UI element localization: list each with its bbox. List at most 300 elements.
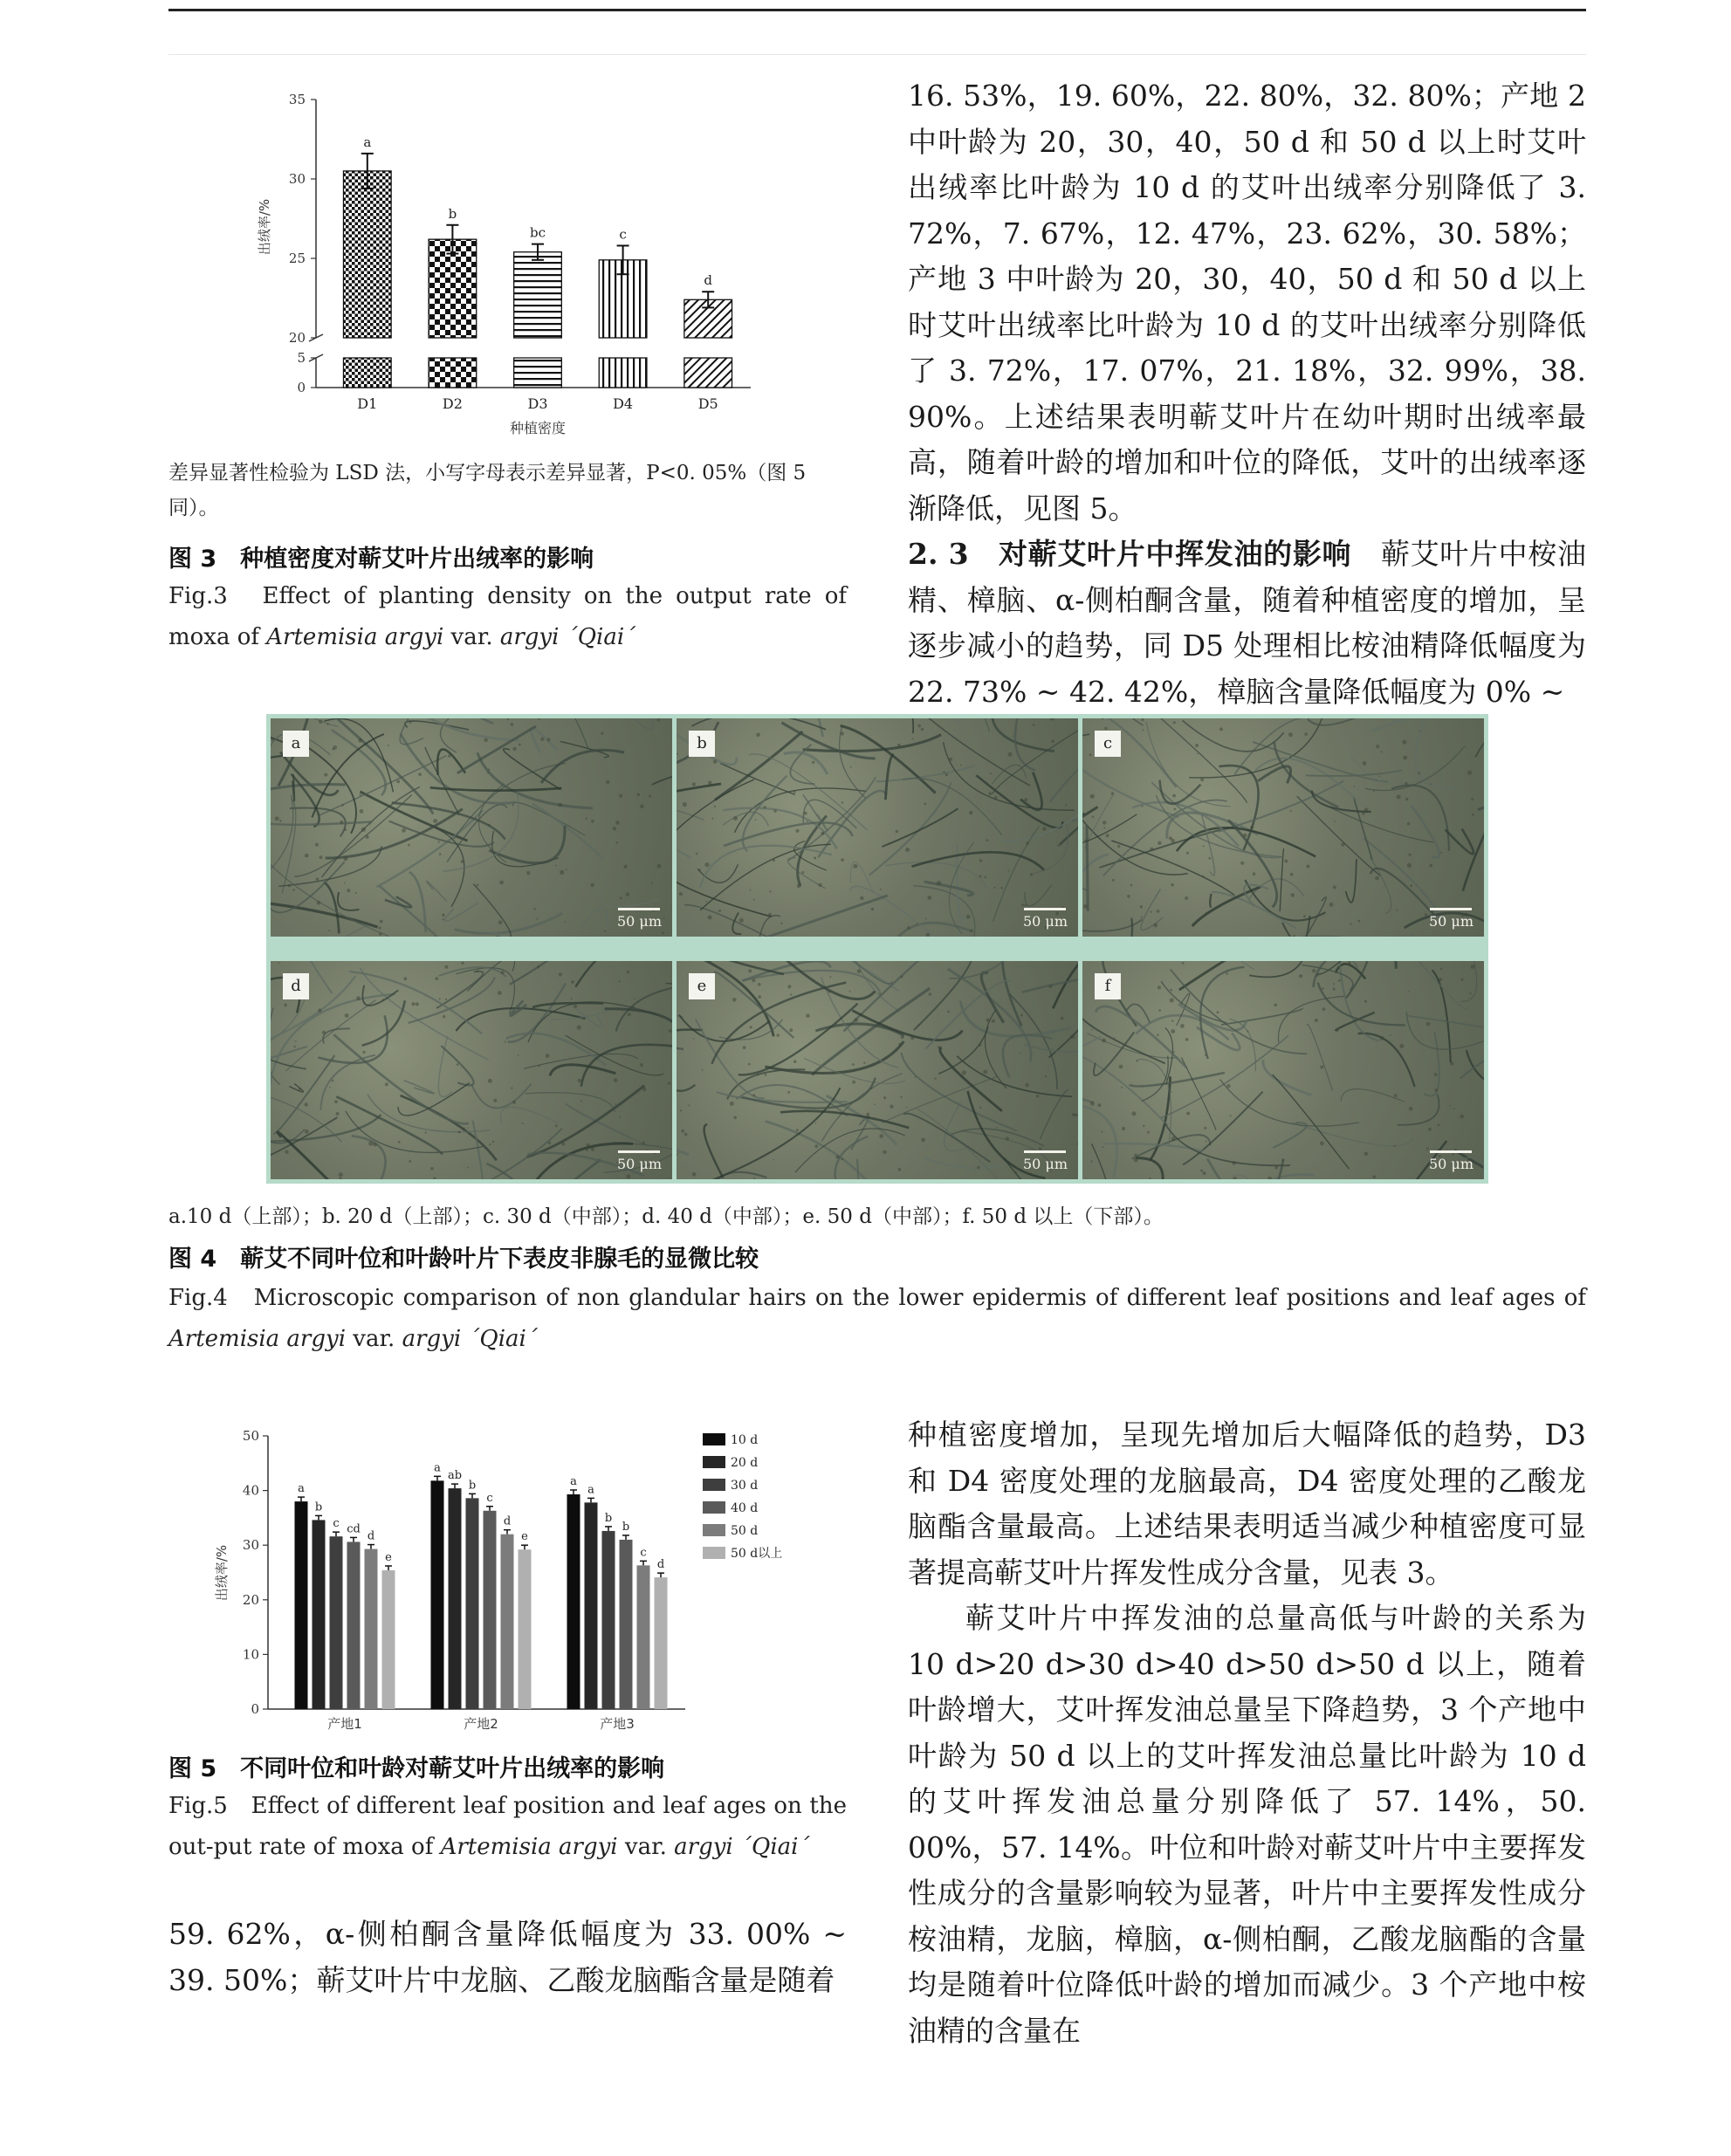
speckle [1157, 841, 1161, 845]
fig5-legend-swatch [703, 1524, 725, 1536]
speckle [458, 1130, 461, 1133]
speckle [1173, 721, 1176, 724]
speckle [705, 901, 707, 903]
scale-bar [1430, 1150, 1472, 1153]
speckle [1335, 1030, 1336, 1032]
speckle [898, 1168, 902, 1171]
micrograph-image [1082, 718, 1484, 937]
speckle [1045, 1075, 1047, 1077]
speckle [796, 1129, 799, 1131]
speckle [1147, 1131, 1150, 1134]
fig5-caption-en-mid: var. [617, 1834, 675, 1860]
speckle [356, 996, 361, 1000]
speckle [841, 731, 844, 735]
fig4-panel [1082, 718, 1484, 937]
speckle [1284, 859, 1288, 862]
speckle [1333, 885, 1336, 889]
fig5-significance-letter: cd [347, 1522, 361, 1536]
speckle [883, 1096, 886, 1099]
speckle [488, 1079, 492, 1083]
speckle [1364, 1000, 1367, 1003]
speckle [1226, 972, 1228, 975]
fig3-significance-letter: bc [529, 224, 546, 241]
fig5-y-tick-label: 50 [242, 1428, 259, 1444]
speckle [841, 801, 844, 804]
scale-bar [1024, 908, 1066, 910]
speckle [1290, 893, 1295, 897]
fig3-y-tick-label: 5 [297, 350, 306, 366]
speckle [924, 803, 926, 806]
speckle [1042, 827, 1046, 830]
speckle [681, 1129, 684, 1133]
speckle [752, 978, 755, 982]
hair-fiber [490, 826, 566, 863]
hair-fiber [1243, 936, 1342, 937]
speckle [1315, 1019, 1318, 1022]
fig3-y-tick-label: 30 [288, 171, 306, 187]
speckle [1104, 727, 1107, 730]
speckle [571, 999, 573, 1000]
scale-label: 50 μm [1022, 1156, 1068, 1172]
right-column-bottom [908, 1412, 1586, 2054]
speckle [539, 718, 540, 720]
speckle [305, 854, 309, 858]
fig5-significance-letter: ab [447, 1469, 463, 1483]
speckle [360, 793, 361, 795]
speckle [1202, 875, 1204, 877]
speckle [379, 927, 381, 930]
speckle [1070, 1034, 1075, 1039]
speckle [677, 753, 678, 755]
panel-label: a [283, 731, 309, 757]
hair-fiber [1354, 797, 1372, 860]
speckle [620, 896, 622, 899]
hair-fiber [389, 821, 494, 847]
speckle [684, 1133, 688, 1136]
speckle [1114, 1037, 1116, 1039]
speckle [756, 733, 760, 738]
scale-bar [618, 1150, 660, 1153]
scale-bar [1430, 908, 1472, 910]
speckle [1440, 852, 1442, 854]
hair-fiber [289, 1084, 303, 1093]
speckle [708, 916, 712, 920]
speckle [1405, 782, 1407, 785]
hair-fiber [455, 913, 563, 933]
speckle [764, 806, 766, 808]
hair-fiber [957, 1056, 1072, 1097]
hair-fiber [605, 1009, 673, 1041]
speckle [962, 1071, 966, 1075]
speckle [1130, 884, 1133, 887]
speckle [1153, 924, 1157, 928]
speckle [285, 1150, 288, 1154]
speckle [758, 983, 761, 986]
speckle [398, 1141, 401, 1143]
speckle [1405, 798, 1408, 800]
speckle [379, 932, 381, 935]
speckle [669, 1029, 672, 1033]
fig4-panel [677, 718, 1078, 937]
speckle [435, 977, 438, 980]
speckle [657, 864, 662, 869]
speckle [1180, 1024, 1185, 1028]
fig3-y-tick-label: 35 [288, 92, 306, 107]
speckle [1101, 1131, 1102, 1133]
hair-fiber [525, 1093, 615, 1112]
speckle [857, 969, 862, 973]
speckle [385, 1082, 388, 1086]
speckle [442, 914, 445, 917]
speckle [1230, 1115, 1232, 1116]
speckle [1364, 1152, 1369, 1157]
speckle [317, 901, 321, 905]
hair-fiber [324, 882, 339, 934]
speckle [852, 1063, 855, 1066]
hair-fiber [849, 718, 913, 733]
fig5-legend-label: 50 d [731, 1524, 759, 1538]
hair-fiber [360, 968, 488, 1061]
speckle [1403, 756, 1407, 760]
speckle [416, 1002, 419, 1006]
hair-fiber [1087, 826, 1088, 911]
speckle [1065, 804, 1067, 806]
speckle [1001, 887, 1004, 889]
speckle [640, 1063, 643, 1067]
hair-fiber [914, 961, 973, 1030]
speckle [1205, 1054, 1206, 1056]
speckle [1312, 969, 1315, 972]
speckle [986, 839, 989, 841]
speckle [879, 992, 881, 994]
speckle [1274, 1166, 1278, 1170]
hair-fiber [993, 718, 1054, 752]
speckle [1373, 791, 1375, 793]
speckle [318, 1008, 321, 1012]
hair-fiber [1302, 965, 1353, 991]
speckle [498, 991, 502, 995]
fig5-significance-letter: e [521, 1530, 528, 1544]
fig5-bar [431, 1480, 444, 1709]
hair-fiber [1416, 718, 1457, 788]
speckle [614, 1078, 618, 1082]
speckle [1440, 968, 1442, 970]
speckle [1409, 854, 1412, 856]
speckle [1049, 985, 1053, 988]
speckle [979, 1044, 981, 1047]
speckle [960, 765, 962, 766]
speckle [943, 771, 944, 772]
fig5-significance-letter: b [622, 1520, 630, 1534]
speckle [776, 1033, 780, 1037]
hair-fiber [902, 1053, 1017, 1130]
fig3-bar-lower [343, 358, 391, 388]
hair-fiber [1370, 857, 1391, 914]
speckle [499, 881, 504, 885]
speckle [409, 721, 412, 724]
speckle [1282, 1158, 1285, 1161]
speckle [488, 824, 491, 827]
speckle [1091, 1160, 1093, 1162]
speckle [853, 864, 857, 869]
speckle [565, 921, 567, 923]
speckle [748, 1063, 751, 1066]
fig5-bar [620, 1540, 633, 1709]
fig5-significance-letter: d [367, 1529, 375, 1543]
fig3-x-tick-label: D4 [613, 395, 634, 412]
fig4-panel [271, 718, 672, 937]
speckle [854, 1018, 858, 1022]
fig5-bar [330, 1536, 343, 1709]
speckle [560, 870, 564, 875]
fig3-bar-lower [684, 358, 732, 388]
speckle [890, 1105, 893, 1109]
speckle [613, 827, 616, 830]
scale-label: 50 μm [616, 913, 662, 930]
hair-fiber [615, 1174, 656, 1179]
hair-fiber [430, 787, 562, 790]
speckle [1203, 845, 1205, 847]
speckle [1320, 1066, 1323, 1069]
hair-fiber [473, 884, 511, 937]
speckle [945, 773, 948, 776]
speckle [1206, 912, 1208, 915]
speckle [462, 1128, 465, 1131]
speckle [498, 921, 503, 925]
speckle [369, 823, 371, 825]
scale-label: 50 μm [616, 1156, 662, 1172]
speckle [1450, 1105, 1452, 1107]
speckle [927, 896, 931, 900]
speckle [1136, 1060, 1138, 1062]
fig5-bar [313, 1520, 326, 1709]
speckle [748, 969, 752, 972]
speckle [1119, 1065, 1123, 1069]
speckle [324, 773, 327, 777]
fig3-y-tick-label: 20 [288, 330, 306, 346]
speckle [1151, 848, 1154, 851]
hair-fiber [812, 988, 930, 1075]
speckle [1407, 863, 1412, 868]
speckle [918, 1024, 920, 1026]
fig5-y-tick-label: 40 [242, 1482, 259, 1499]
speckle [340, 821, 343, 824]
speckle [358, 738, 362, 743]
fig3-y-tick-label: 25 [288, 251, 306, 266]
speckle [305, 1129, 309, 1134]
speckle [988, 792, 992, 795]
fig3-bar [343, 171, 391, 338]
speckle [1394, 1094, 1398, 1097]
hair-fiber [1082, 1049, 1168, 1126]
hair-fiber [1179, 961, 1294, 990]
hair-fiber [869, 782, 951, 875]
speckle [591, 820, 594, 823]
hair-fiber [666, 982, 673, 985]
speckle [797, 884, 801, 889]
hair-fiber [294, 795, 412, 877]
speckle [1157, 910, 1160, 913]
fig5-significance-letter: b [314, 1500, 323, 1514]
fig5-caption-en-var: argyi ´Qiai´ [674, 1834, 810, 1860]
speckle [489, 1143, 491, 1145]
speckle [757, 1074, 759, 1075]
fig3-caption-en-species: Artemisia argyi [266, 624, 444, 650]
hair-fiber [803, 735, 941, 752]
speckle [1461, 978, 1464, 981]
fig3-bar-lower [599, 358, 647, 388]
fig3-note: 差异显著性检验为 LSD 法，小写字母表示差异显著，P<0. 05%（图 5 同）。 [168, 462, 807, 519]
speckle [1092, 816, 1095, 819]
speckle [1304, 732, 1308, 736]
fig5-bar [655, 1577, 668, 1709]
speckle [555, 1124, 558, 1127]
speckle [501, 971, 505, 974]
hair-fiber [333, 1034, 469, 1123]
speckle [1439, 978, 1442, 981]
hair-fiber [601, 718, 653, 730]
speckle [640, 805, 644, 809]
hair-fiber [274, 1055, 335, 1134]
speckle [1290, 873, 1294, 876]
speckle [649, 795, 651, 798]
speckle [1409, 1107, 1413, 1111]
speckle [574, 1005, 577, 1008]
hair-fiber [1210, 894, 1211, 908]
fig4-caption-en [168, 1278, 1586, 1360]
speckle [1103, 827, 1105, 828]
speckle [1472, 814, 1474, 816]
speckle [1333, 988, 1336, 991]
fig3-y-axis-label: 出绒率/% [257, 198, 272, 256]
hair-fiber [501, 1107, 559, 1123]
speckle [586, 818, 587, 820]
speckle [279, 820, 282, 822]
speckle [408, 844, 410, 847]
speckle [787, 985, 791, 988]
scale-bar [618, 908, 660, 910]
speckle [1290, 810, 1292, 812]
speckle [773, 810, 776, 813]
speckle [1247, 1031, 1249, 1033]
speckle [1379, 776, 1381, 778]
speckle [879, 1134, 883, 1138]
fig5-x-tick-label: 产地1 [327, 1716, 362, 1732]
speckle [619, 980, 621, 982]
speckle [905, 848, 910, 852]
speckle [1267, 1177, 1272, 1179]
speckle [1142, 729, 1144, 731]
fig5-bar [466, 1498, 479, 1709]
speckle [1435, 1088, 1439, 1092]
speckle [835, 1023, 837, 1025]
hair-fiber [1467, 1050, 1484, 1088]
speckle [1171, 1020, 1173, 1022]
speckle [1303, 915, 1306, 917]
speckle [558, 803, 562, 807]
speckle [1403, 740, 1407, 745]
hair-fiber [677, 1030, 703, 1118]
speckle [1143, 1125, 1144, 1127]
speckle [901, 1035, 904, 1039]
speckle [1102, 1146, 1103, 1148]
speckle [804, 812, 807, 815]
speckle [1471, 798, 1473, 800]
speckle [347, 889, 350, 892]
fig5-significance-letter: e [385, 1550, 392, 1564]
speckle [1240, 862, 1244, 865]
speckle [1149, 1178, 1151, 1179]
speckle [896, 830, 899, 834]
fig5-significance-letter: c [640, 1546, 647, 1560]
fig5-bar [347, 1541, 361, 1709]
speckle [821, 832, 825, 835]
speckle [1021, 903, 1024, 906]
hair-fiber [691, 718, 826, 730]
speckle [985, 876, 987, 879]
hair-fiber [840, 726, 866, 799]
speckle [512, 1101, 516, 1104]
speckle [1425, 913, 1427, 916]
speckle [841, 1158, 844, 1161]
paragraph-volatile-decrease: 59. 62%，α-侧柏酮含量降低幅度为 33. 00% ~ 39. 50%；蕲艾叶片中龙脑、乙酸龙脑酯含量是随着 [168, 1917, 847, 1997]
speckle [765, 1074, 767, 1076]
speckle [1307, 865, 1310, 869]
hair-fiber [271, 900, 378, 927]
speckle [937, 881, 941, 885]
speckle [344, 882, 346, 884]
hair-fiber [566, 1035, 663, 1075]
speckle [518, 1054, 519, 1056]
fig5-caption-en [168, 1786, 847, 1868]
fig3-caption-en-mid: var. [443, 624, 500, 650]
speckle [642, 1142, 645, 1144]
speckle [1399, 1044, 1404, 1048]
speckle [969, 811, 972, 814]
speckle [773, 1159, 774, 1161]
speckle [733, 1116, 737, 1120]
speckle [1024, 798, 1027, 801]
speckle [316, 877, 319, 880]
speckle [753, 899, 755, 901]
speckle [1141, 718, 1144, 721]
speckle [801, 871, 804, 874]
speckle [373, 1143, 376, 1146]
fig3-bar [514, 252, 562, 338]
fig3-bar-lower [429, 358, 477, 388]
speckle [915, 1076, 917, 1078]
speckle [1322, 987, 1324, 990]
speckle [292, 889, 295, 891]
speckle [284, 1004, 287, 1007]
hair-fiber [835, 1136, 869, 1179]
speckle [295, 1040, 297, 1042]
hair-fiber [409, 977, 495, 1023]
speckle [1127, 895, 1130, 898]
speckle [938, 1046, 940, 1048]
hair-fiber [1412, 806, 1439, 858]
speckle [332, 1080, 334, 1082]
speckle [1170, 989, 1172, 992]
hair-fiber [948, 969, 1031, 1061]
fig3-caption-en [168, 576, 847, 658]
fig4-caption-cn: 图 4 蕲艾不同叶位和叶龄叶片下表皮非腺毛的显微比较 [168, 1246, 759, 1273]
fig5-x-tick-label: 产地3 [600, 1716, 635, 1732]
speckle [1372, 1176, 1376, 1179]
speckle [361, 827, 366, 832]
speckle [615, 821, 620, 825]
fig5-significance-letter: c [333, 1517, 340, 1531]
